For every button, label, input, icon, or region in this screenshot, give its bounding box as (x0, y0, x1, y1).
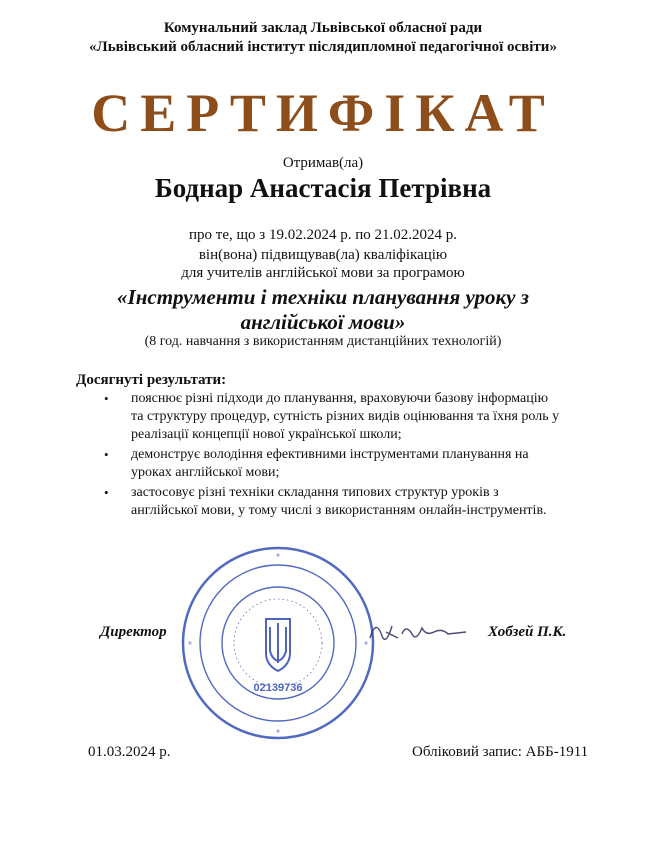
result-item (104, 484, 614, 520)
recipient-name: Боднар Анастасія Петрівна (154, 173, 492, 203)
result-item-line: пояснює різні підходи до планування, враховуючи базову інформацію (131, 391, 549, 406)
period-text: про те, що з 19.02.2024 р. по 21.02.2024 р. (189, 227, 457, 243)
director-name: Хобзей П.К. (488, 624, 567, 640)
hours-note: (8 год. навчання з використанням дистанційних технологій) (144, 334, 502, 349)
program-intro-text: для учителів англійської мови за програмою (181, 265, 465, 281)
program-title-line-1: «Інструменти і техніки планування уроку з (117, 285, 529, 309)
result-item-line: уроках англійської мови; (131, 465, 280, 480)
result-item-line: демонструє володіння ефективними інструментами планування на (131, 447, 529, 462)
bullet-icon: • (104, 485, 109, 500)
result-item-line: та структуру процедур, сутність різних видів оцінювання та їхня роль у (131, 409, 560, 424)
qualification-text: він(вона) підвищував(ла) кваліфікацію (198, 247, 448, 263)
result-item (104, 390, 614, 444)
bullet-icon: • (104, 391, 109, 406)
director-signature (362, 612, 472, 652)
institution-line-2: «Львівський обласний інститут післядипломної педагогічної освіти» (89, 39, 557, 55)
certificate-title: СЕРТИФІКАТ (91, 83, 555, 143)
results-list (104, 390, 614, 522)
director-label: Директор (100, 624, 167, 640)
results-heading: Досягнуті результати: (76, 372, 227, 388)
stamp-code: 02139736 (253, 682, 303, 694)
record-id: Обліковий запис: АББ-1911 (412, 744, 589, 760)
institution-line-1: Комунальний заклад Львівської обласної ради (163, 20, 483, 36)
official-stamp (178, 543, 378, 743)
trident-icon (266, 619, 290, 671)
result-item (104, 446, 614, 482)
result-item-line: застосовує різні техніки складання типових структур уроків з (131, 485, 499, 500)
result-item-line: англійської мови, у тому числі з використанням онлайн-інструментів. (131, 503, 547, 518)
program-title-line-2: англійської мови» (240, 310, 406, 334)
bullet-icon: • (104, 447, 109, 462)
issue-date: 01.03.2024 р. (88, 744, 171, 760)
received-label: Отримав(ла) (282, 155, 364, 171)
result-item-line: реалізації концепції нової української школи; (131, 427, 402, 442)
